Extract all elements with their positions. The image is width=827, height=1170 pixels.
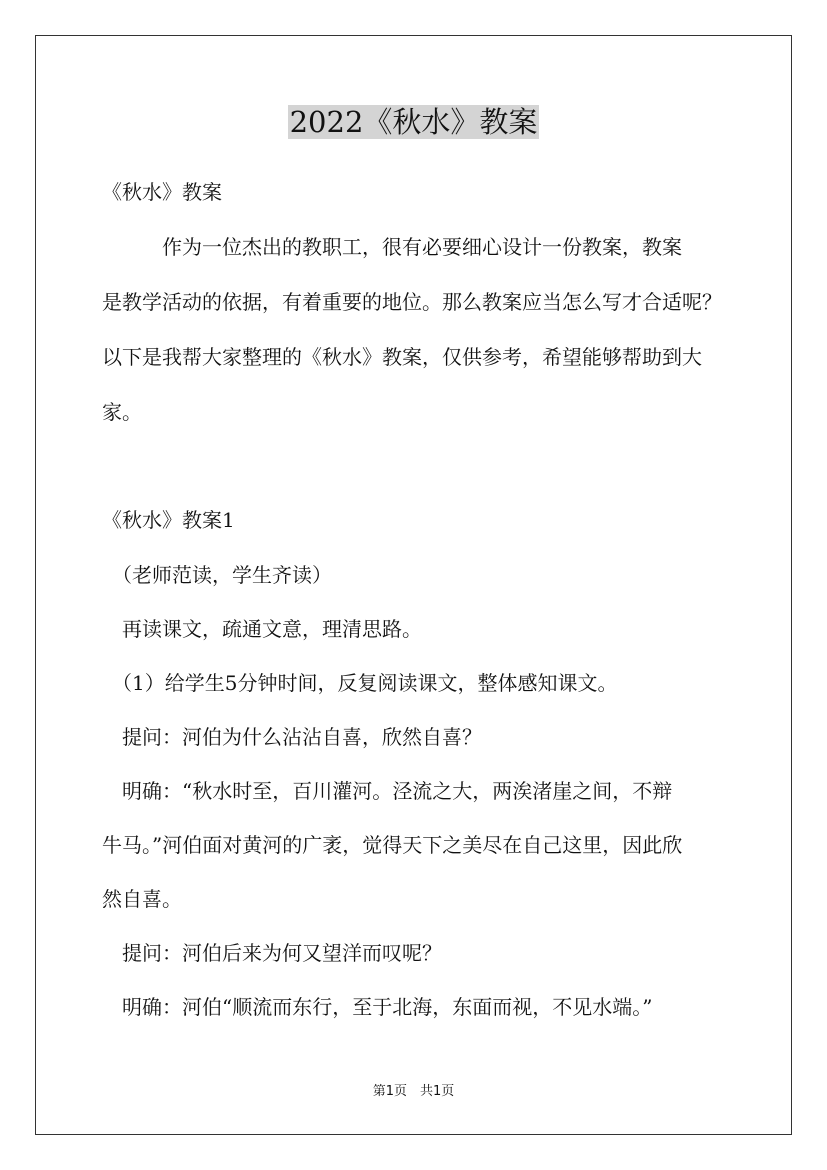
- paragraph-line: 牛马。”河伯面对黄河的广袤，觉得天下之美尽在自己这里，因此欣: [102, 833, 683, 857]
- paragraph-line: 然自喜。: [102, 887, 182, 911]
- paragraph-line: 明确：“秋水时至，百川灌河。泾流之大，两涘渚崖之间，不辩: [102, 779, 673, 803]
- paragraph-line: （1）给学生5分钟时间，反复阅读课文，整体感知课文。: [102, 671, 618, 695]
- page-footer: 第1页 共1页: [372, 1084, 455, 1099]
- section-heading: 《秋水》教案1: [102, 508, 235, 532]
- document-title: [0, 100, 827, 144]
- paragraph-line: 以下是我帮大家整理的《秋水》教案，仅供参考，希望能够帮助到大: [102, 345, 702, 369]
- paragraph-line: 明确：河伯“顺流而东行，至于北海，东面而视，不见水端。”: [102, 995, 653, 1019]
- paragraph-line: 作为一位杰出的教职工，很有必要细心设计一份教案，教案: [102, 235, 682, 259]
- paragraph-line: 提问：河伯为什么沾沾自喜，欣然自喜？: [102, 725, 482, 749]
- paragraph-line: 家。: [102, 400, 142, 424]
- document-title-text: 2022《秋水》教案: [289, 105, 538, 139]
- paragraph-line: 再读课文，疏通文意，理清思路。: [102, 617, 422, 641]
- paragraph-line: 是教学活动的依据，有着重要的地位。那么教案应当怎么写才合适呢？: [102, 290, 722, 314]
- paragraph-line: 提问：河伯后来为何又望洋而叹呢？: [102, 941, 442, 965]
- paragraph-line: 《秋水》教案: [102, 180, 222, 204]
- paragraph-line: （老师范读，学生齐读）: [102, 563, 332, 587]
